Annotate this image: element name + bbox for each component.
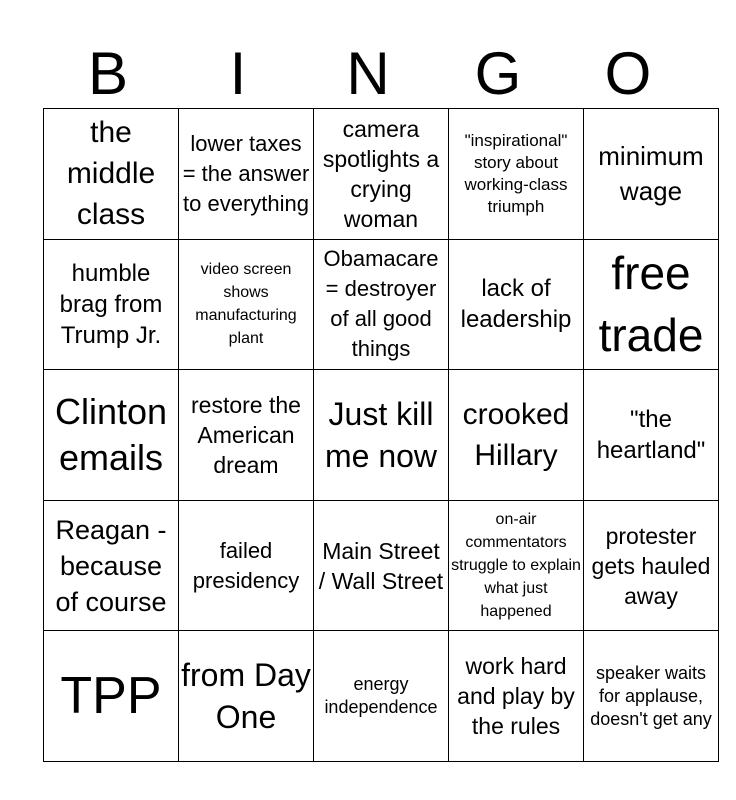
cell-text: "inspirational" story about working-class triumph [464,130,568,216]
cell-text: humble brag from Trump Jr. [59,259,163,349]
bingo-cell [449,370,584,501]
cell-text: Obamacare = destroyer of all good things [323,246,439,362]
bingo-header [43,40,693,108]
bingo-cell [179,500,314,631]
cell-text: Clinton emails [54,390,168,478]
bingo-cell [44,109,179,240]
bingo-cell [44,239,179,370]
cell-text: minimum wage [598,140,704,206]
bingo-cell [449,109,584,240]
cell-text: work hard and play by the rules [457,653,575,740]
bingo-cell [179,109,314,240]
cell-text: on-air commentators struggle to explain what just happened [451,511,581,621]
header-letter-o: O [604,40,652,107]
bingo-cell [314,239,449,370]
bingo-cell [584,109,719,240]
board-row-4 [44,500,719,631]
bingo-cell [44,631,179,762]
cell-text: restore the American dream [191,391,301,478]
header-letter-i: I [229,40,247,107]
bingo-cell [584,370,719,501]
bingo-cell [44,370,179,501]
bingo-cell [449,239,584,370]
cell-text: protester gets hauled away [591,522,711,609]
bingo-cell [449,500,584,631]
board-row-3 [44,370,719,501]
bingo-cell [314,370,449,501]
cell-text: lack of leadership [460,275,572,334]
cell-text: speaker waits for applause, doesn't get any [590,662,712,729]
bingo-cell [449,631,584,762]
cell-text: lower taxes = the answer to everything [182,130,310,216]
bingo-cell [314,631,449,762]
bingo-cell [584,500,719,631]
cell-text: failed presidency [192,537,300,593]
board-row-1 [44,109,719,240]
bingo-cell [314,109,449,240]
bingo-cell [179,631,314,762]
cell-text: "the heartland" [596,405,706,464]
bingo-cell [314,500,449,631]
cell-text: Reagan - because of course [55,514,167,617]
bingo-cell [584,239,719,370]
cell-text: from Day One [181,657,311,736]
bingo-cell [44,500,179,631]
cell-text: crooked Hillary [462,397,570,472]
cell-text: free trade [598,247,704,362]
cell-text: Just kill me now [324,395,438,474]
bingo-cell [179,370,314,501]
board-row-5 [44,631,719,762]
header-letter-n: N [346,40,390,107]
cell-text: the middle class [66,116,156,232]
cell-text: video screen shows manufacturing plant [195,261,297,348]
bingo-cell [584,631,719,762]
cell-text: TPP [60,667,162,726]
bingo-board [43,108,719,762]
header-letter-b: B [87,40,129,107]
header-letter-g: G [474,40,522,107]
cell-text: camera spotlights a crying woman [322,115,440,232]
cell-text: Main Street / Wall Street [318,537,444,594]
bingo-cell [179,239,314,370]
board-row-2 [44,239,719,370]
cell-text: energy independence [324,674,438,718]
